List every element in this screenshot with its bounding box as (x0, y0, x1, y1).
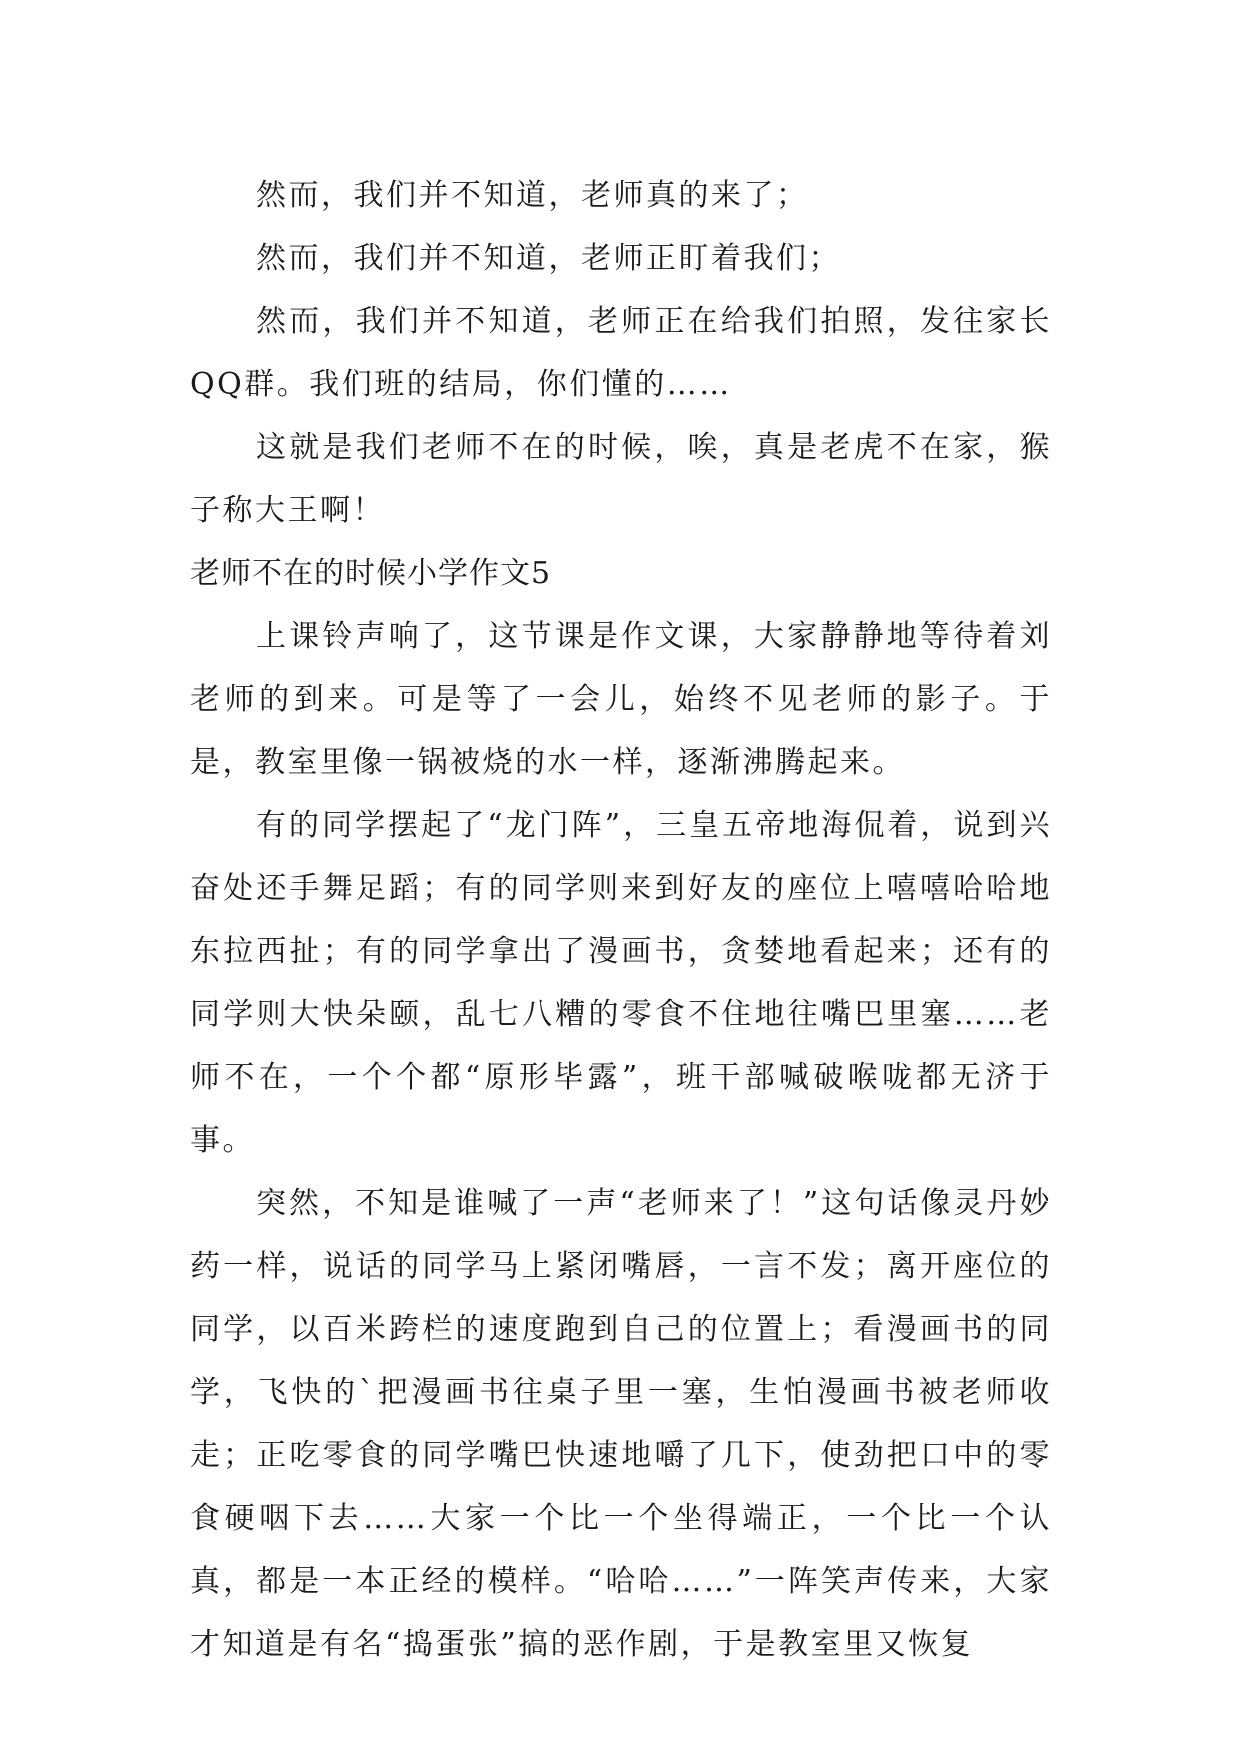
paragraph: 然而，我们并不知道，老师正盯着我们； (256, 241, 841, 276)
paragraph: 上课铃声响了，这节课是作文课，大家静静地等待着刘老师的到来。可是等了一会儿，始终不见老师的影子。于是，教室里像一锅被烧的水一样，逐渐沸腾起来。 (190, 619, 1052, 780)
section-title: 老师不在的时候小学作文5 (190, 556, 552, 591)
paragraph: 然而，我们并不知道，老师真的来了； (256, 178, 809, 213)
paragraph: 然而，我们并不知道，老师正在给我们拍照，发往家长QQ群。我们班的结局，你们懂的…… (190, 304, 1052, 402)
paragraph: 这就是我们老师不在的时候，唉，真是老虎不在家，猴子称大王啊！ (190, 430, 1052, 528)
document-body (190, 164, 1052, 1676)
paragraph: 突然，不知是谁喊了一声“老师来了！”这句话像灵丹妙药一样，说话的同学马上紧闭嘴唇，一言不发；离开座位的同学，以百米跨栏的速度跑到自己的位置上；看漫画书的同学，飞快的`把漫画书往桌子里一塞，生怕漫画书被老师收走；正吃零食的同学嘴巴快速地嚼了几下，使劲把口中的零食硬咽下去……大家一个比一个坐得端正，一个比一个认真，都是一本正经的模样。“哈哈……”一阵笑声传来，大家才知道是有名“捣蛋张”搞的恶作剧，于是教室里又恢复 (190, 1186, 1052, 1662)
paragraph: 有的同学摆起了“龙门阵”，三皇五帝地海侃着，说到兴奋处还手舞足蹈；有的同学则来到好友的座位上嘻嘻哈哈地东拉西扯；有的同学拿出了漫画书，贪婪地看起来；还有的同学则大快朵颐，乱七八糟的零食不住地往嘴巴里塞……老师不在，一个个都“原形毕露”，班干部喊破喉咙都无济于事。 (190, 808, 1052, 1158)
